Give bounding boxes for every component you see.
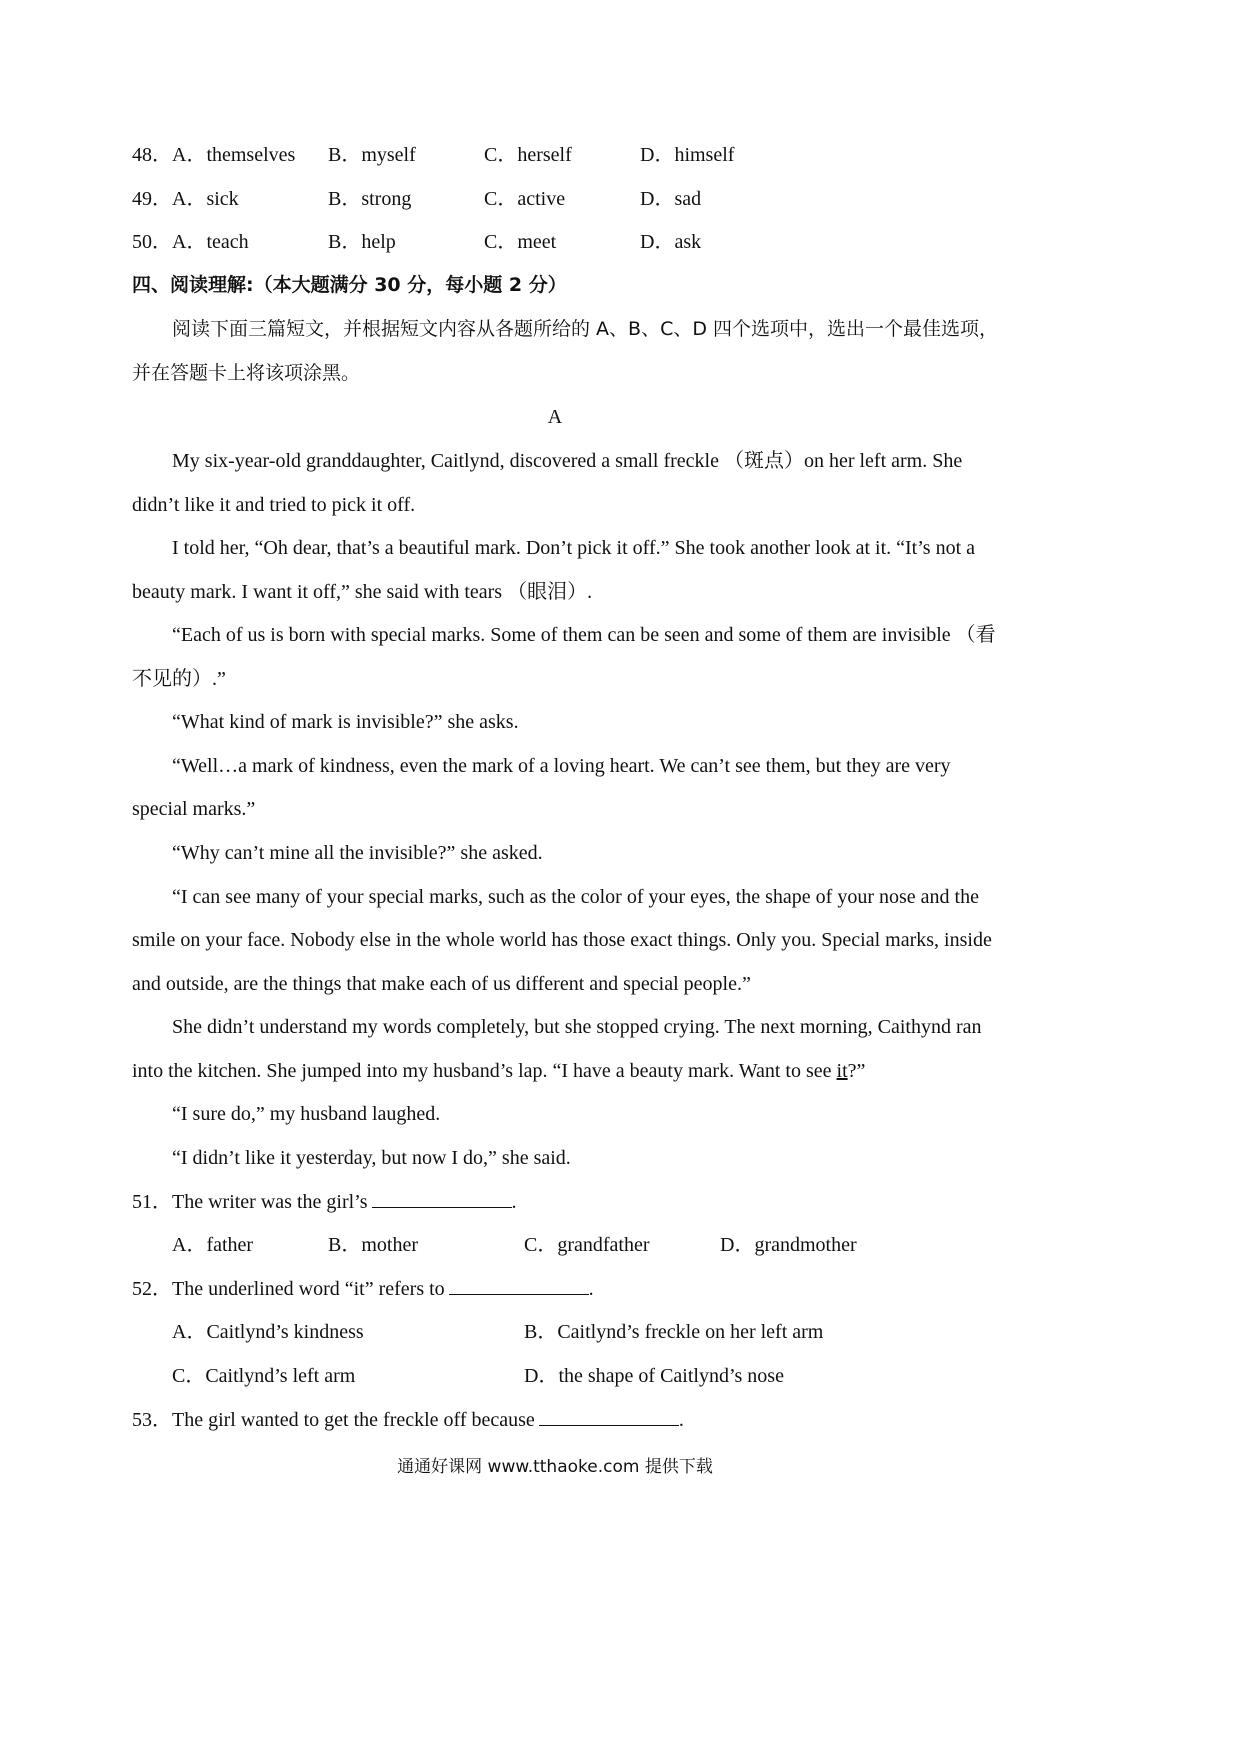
option-c: C．grandfather [524, 1234, 650, 1256]
passage-line: “Well…a mark of kindness, even the mark of a loving heart. We can’t see them, but they are very [172, 755, 951, 777]
passage-text: into the kitchen. She jumped into my husband’s lap. “I have a beauty mark. Want to see [132, 1060, 837, 1082]
question-end: . [511, 1191, 517, 1213]
option-d: D．ask [640, 231, 702, 253]
underlined-word: it [836, 1060, 848, 1082]
question-end: . [678, 1409, 684, 1431]
option-d: D．the shape of Caitlynd’s nose [524, 1365, 784, 1387]
question-number: 49． [132, 188, 172, 210]
option-a: A．sick [172, 188, 239, 210]
passage-line: smile on your face. Nobody else in the whole world has those exact things. Only you. Special marks, inside [132, 929, 992, 951]
question-52-options-row2 [172, 1363, 932, 1389]
passage-line: special marks.” [132, 798, 256, 820]
passage-line: 不见的）.” [132, 668, 226, 690]
question-stem: 51．The writer was the girl’s [132, 1191, 368, 1213]
passage-line-underlined [132, 1058, 865, 1084]
passage-line: “Each of us is born with special marks. Some of them can be seen and some of them are invisible （看 [172, 624, 996, 646]
question-number: 50． [132, 231, 172, 253]
question-number: 48． [132, 144, 172, 166]
question-52-stem [132, 1276, 594, 1302]
answer-blank [539, 1407, 679, 1426]
question-53-stem [132, 1407, 684, 1433]
question-52-options-row1 [172, 1319, 932, 1345]
option-d: D．grandmother [720, 1234, 857, 1256]
passage-text: ?” [847, 1060, 866, 1082]
passage-label: A [547, 406, 563, 428]
passage-line: My six-year-old granddaughter, Caitlynd, discovered a small freckle （斑点）on her left arm. She [172, 450, 963, 472]
footer: 通通好课网 www.tthaoke.com 提供下载 [397, 1457, 713, 1477]
passage-line: “Why can’t mine all the invisible?” she asked. [172, 842, 543, 864]
passage-line: “I didn’t like it yesterday, but now I do,” she said. [172, 1147, 571, 1169]
option-d: D．sad [640, 188, 702, 210]
option-b: B．mother [328, 1234, 418, 1256]
option-a: A．teach [172, 231, 249, 253]
passage-line: “I can see many of your special marks, such as the color of your eyes, the shape of your nose and the [172, 886, 979, 908]
section-heading: 四、阅读理解:（本大题满分 30 分，每小题 2 分） [132, 274, 567, 296]
question-end: . [588, 1278, 594, 1300]
passage-line: beauty mark. I want it off,” she said with tears （眼泪）. [132, 581, 593, 603]
option-a: A．themselves [172, 144, 296, 166]
passage-line: I told her, “Oh dear, that’s a beautiful mark. Don’t pick it off.” She took another look at it. “It’s not a [172, 537, 976, 559]
question-51-options [172, 1232, 932, 1258]
option-a: A．Caitlynd’s kindness [172, 1321, 364, 1343]
answer-blank [449, 1276, 589, 1295]
question-stem: 52．The underlined word “it” refers to [132, 1278, 445, 1300]
passage-line: “What kind of mark is invisible?” she asks. [172, 711, 519, 733]
question-stem: 53．The girl wanted to get the freckle off because [132, 1409, 535, 1431]
passage-line: “I sure do,” my husband laughed. [172, 1103, 441, 1125]
option-a: A．father [172, 1234, 254, 1256]
instructions-line-2: 并在答题卡上将该项涂黑。 [132, 362, 361, 384]
option-b: B．strong [328, 188, 412, 210]
option-c: C．herself [484, 144, 572, 166]
passage-line: and outside, are the things that make each of us different and special people.” [132, 973, 751, 995]
question-48 [132, 142, 932, 168]
option-c: C．meet [484, 231, 557, 253]
question-50 [132, 229, 932, 255]
option-c: C．active [484, 188, 566, 210]
passage-line: didn’t like it and tried to pick it off. [132, 494, 416, 516]
option-b: B．help [328, 231, 396, 253]
question-49 [132, 186, 932, 212]
instructions-line-1: 阅读下面三篇短文，并根据短文内容从各题所给的 A、B、C、D 四个选项中，选出一个最佳选项， [172, 318, 999, 340]
option-b: B．myself [328, 144, 416, 166]
option-b: B．Caitlynd’s freckle on her left arm [524, 1321, 824, 1343]
question-51-stem [132, 1189, 517, 1215]
answer-blank [372, 1189, 512, 1208]
passage-line: She didn’t understand my words completely, but she stopped crying. The next morning, Caithynd ran [172, 1016, 982, 1038]
option-d: D．himself [640, 144, 735, 166]
option-c: C．Caitlynd’s left arm [172, 1365, 356, 1387]
